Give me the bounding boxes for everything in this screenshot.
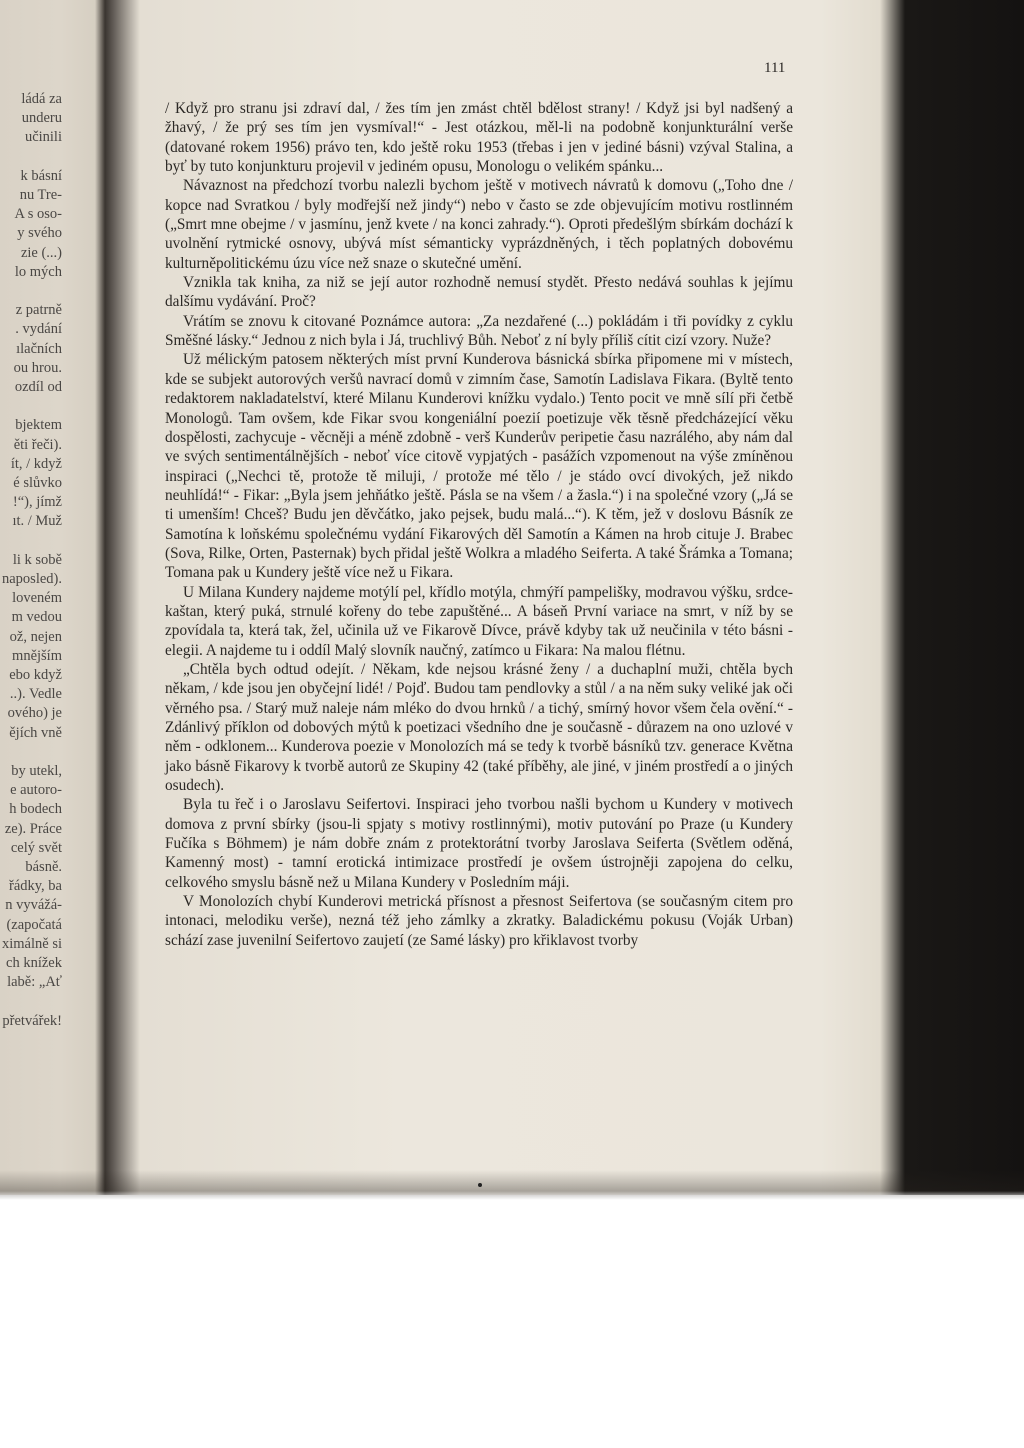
stray-mark: [478, 1183, 482, 1187]
left-page-line: n vyvážá-: [5, 897, 62, 914]
left-page-line: celý svět: [10, 839, 62, 856]
left-page-line: ládá za: [21, 91, 62, 107]
left-page-line: ového) je: [7, 705, 62, 722]
left-page-line: A s oso-: [14, 206, 62, 223]
paragraph: U Milana Kundery najdeme motýlí pel, křídlo motýla, chmýří pampelišky, modravou výšku, srdce-kaštan, který puká, strnulé kořeny do tebe zapuštěné... A báseň První variace na smrt, v níž by se zpovídala ta, která tak, žel, učinila už ve Fikarově Dívce, právě kdyby tak už neučinila v této básni - elegii. A najdeme tu i oddíl Malý slovník naučný, zatímco u Fikara: Na malou flétnu.: [165, 583, 793, 659]
left-page-line: li k sobě: [12, 551, 62, 568]
left-page-line: ..). Vedle: [9, 686, 62, 703]
paragraph: Vrátím se znovu k citované Poznámce autora: „Za nezdařené (...) pokládám i tři povídky z cyklu Směšné lásky.“ Jednou z nich byla i Já, truchlivý Bůh. Neboť z ní byly příliš cítit cizí vzory. Nuže?: [165, 312, 793, 350]
left-page-line: y svého: [17, 225, 62, 242]
left-page-line: básně.: [25, 859, 62, 876]
paragraph: Vznikla tak kniha, za niž se její autor rozhodně nemusí stydět. Přesto nedává souhlas k jejímu dalšímu vydávání. Proč?: [165, 274, 793, 311]
left-page-line: z patrně: [15, 302, 62, 319]
page-number: 111: [764, 60, 786, 76]
left-page-line: ch knížek: [6, 955, 62, 972]
page-body-text: [165, 99, 793, 950]
left-page-line: naposled).: [2, 571, 62, 588]
paragraph: / Když pro stranu jsi zdraví dal, / žes tím jen zmást chtěl bdělost strany! / Když jsi byl nadšený a žhavý, / že prý ses tím jen vysmíval!“ - Jest otázkou, měl-li na podobně konjunkturální verše (datované rokem 1956) právo ten, kdo ještě roku 1953 (třebas i jen v jediné básni) vzýval Stalina, a byť by tuto konjunkturu projevil v jediném opusu, Monologu o velikém spánku...: [165, 100, 793, 176]
left-page-line: řádky, ba: [8, 878, 62, 895]
left-page-line: ějích vně: [9, 724, 62, 741]
line-gap: [0, 743, 96, 762]
left-page-line: učinili: [24, 129, 62, 146]
paragraph: V Monolozích chybí Kunderovi metrická přísnost a přesnost Seifertova (se současným citem pro intonaci, melodiku verše), nezná též jeho zámlky a zkratky. Baladickému pokusu (Voják Urban) schází zase juvenilní Seifertovo zaujetí (ze Samé lásky) pro křiklavost tvorby: [165, 893, 793, 949]
left-page-line: !“), jímž: [12, 494, 62, 511]
left-page-line: e autoro-: [10, 782, 62, 799]
left-page-line: ož, nejen: [9, 628, 62, 645]
left-page-line: nu Tre-: [19, 187, 62, 203]
left-page-line: bjektem: [15, 417, 62, 434]
left-page-line: k básní: [20, 167, 62, 184]
left-page-line: ıt. / Muž: [12, 513, 62, 530]
left-page-line: loveném: [12, 590, 62, 607]
paragraph: „Chtěla bych odtud odejít. / Někam, kde nejsou krásné ženy / a duchaplní muži, chtěla bych někam, / kde jsou jen obyčejní lidé! / Pojď. Budou tam pendlovky a stůl / a na něm suky veliké jak oči věrného psa. / Starý muž naleje nám mléko do dvou hrnků / a tichý, smírný hovor všem čela ovění.“ - Zdánlivý příklon od dobových mýtů k poetizaci všedního dne je současně - důrazem na ono uzlové v něm - odklonem... Kunderova poezie v Monolozích má se tedy k tvorbě básníků tzv. generace Května jako básně Fikarovy k tvorbě autorů ze Skupiny 42 (také příběhy, ale jiné, v jiném prostředí a o jiných osudech).: [165, 660, 793, 795]
left-page-line: by utekl,: [11, 763, 62, 780]
line-gap: [0, 397, 96, 416]
paragraph: Už mélickým patosem některých míst první Kunderova básnická sbírka připomene mi v místech, kde se subjekt autorových veršů navrací domů v zimním čase, Samotín Ladislava Fikara. (Byltě tento redaktorem nakladatelství, které Milanu Kunderovi knížku vydalo.) Tento pocit ve mně sílí při četbě Monologů. Tam ovšem, kde Fikar svou kongeniální poezií poetizuje věk těsně předcházející věku dospělosti, zachycuje - věcněji a méně zdobně - verš Kunderův peripetie času nazrálého, aby nám dal ve svých sentimentálnějších - neboť více citově vypjatých - pasážích vzpomenout na výše zmíněnou inspiraci („Nechci tě, protože tě miluji, / protože mé tělo / je stádo ovcí divokých, jež nikdo neuhlídá!“ - Fikar: „Byla jsem jehňátko ještě. Pásla se na všem / a žasla.“) i na společné vzory („Já se ti umenším! Chceš? Budu jen děvčátko, jako pejsek, budu malá...“). K těm, jež v doslovu Básník ze Samotína k loňskému společnému vydání Fikarových děl Samotín a Kámen na hrob cituje J. Brabec (Sova, Rilke, Orten, Pasternak) bych přidal ještě Wolkra a mladého Seiferta. A také Šrámka a Tomana; Tomana pak u Kundery ještě více než u Fikara.: [165, 351, 793, 582]
left-page-line: ou hrou.: [13, 359, 62, 376]
left-page-line: ılačních: [16, 340, 62, 357]
left-page-line: ít, / když: [10, 455, 62, 472]
left-page-line: ozdíl od: [14, 379, 62, 396]
left-page-line: labě: „Ať: [7, 974, 62, 991]
left-page-fragment: [0, 90, 96, 1090]
line-gap: [0, 148, 96, 167]
paragraph: Byla tu řeč i o Jaroslavu Seifertovi. Inspiraci jeho tvorbou našli bychom u Kundery v motivech domova z první sbírky (jsou-li spjaty s motivy rostlinnými), motiv putování po Praze (u Kundery Fučíka s Böhmem) je nám dobře znám z protektorátní tvorby Jaroslava Seiferta (Světlem oděná, Kamenný most) - tamní erotická intimizace prostředí je ovšem ústrojněji zapojena do celku, celkového smyslu básně než u Milana Kundery v Posledním máji.: [165, 796, 793, 891]
paragraph: Návaznost na předchozí tvorbu nalezli bychom ještě v motivech návratů k domovu („Toho dne / kopce nad Svratkou / byly modřejší než jindy“) nebo v často se zde objevujícím motivu rostlinném („Smrt mne obejme / v jasmínu, jenž kvete / na konci zahrady.“). Oproti předešlým sbírkám dochází k uvolnění rytmické osnovy, ubývá míst sémanticky vyprázdněných, i těch poplatných dobovému kulturněpolitickému úzu více než snaze o skutečné umění.: [165, 177, 793, 272]
left-page-line: m vedou: [11, 609, 62, 626]
page-edge-shadow: [0, 1170, 1024, 1200]
left-page-line: přetvářek!: [2, 1012, 62, 1029]
left-page-line: mnějším: [12, 647, 62, 664]
line-gap: [0, 282, 96, 301]
left-page-line: . vydání: [15, 321, 62, 338]
left-page-line: ximálně si: [1, 935, 62, 952]
left-page-line: zie (...): [20, 244, 62, 261]
left-page-line: ze). Práce: [4, 820, 62, 837]
line-gap: [0, 992, 96, 1011]
left-page-line: lo mých: [14, 263, 62, 280]
left-page-line: (započatá: [6, 916, 62, 933]
left-page-line: ěti řeči).: [13, 436, 62, 453]
left-page-line: underu: [21, 110, 62, 127]
line-gap: [0, 532, 96, 551]
left-page-line: ebo když: [9, 667, 62, 684]
left-page-line: h bodech: [9, 801, 62, 818]
left-page-line: é slůvko: [13, 475, 62, 492]
